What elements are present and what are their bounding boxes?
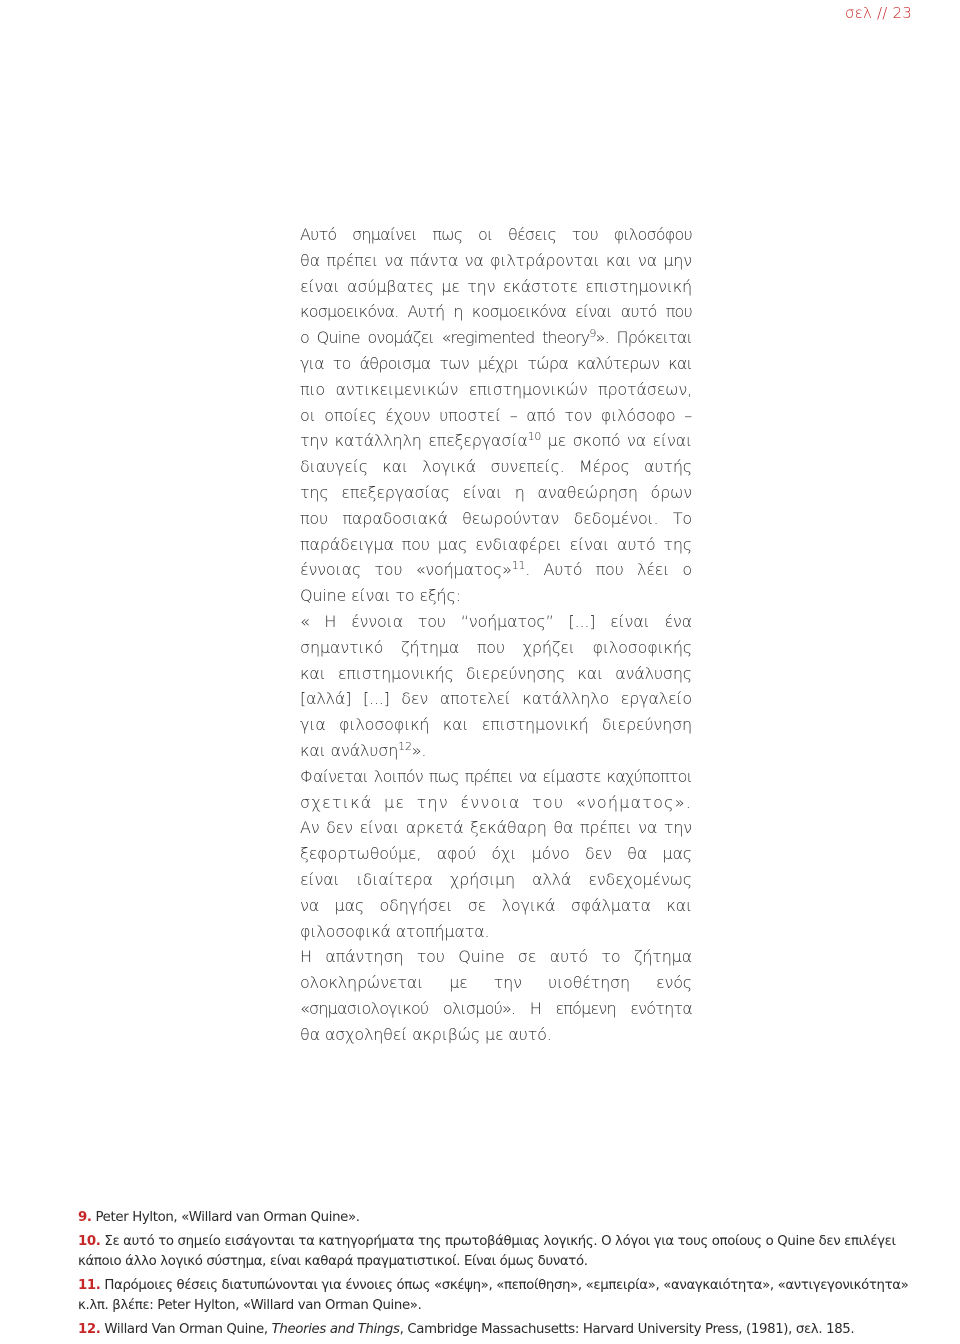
body-line: οι οποίες έχουν υποστεί – από τον φιλόσοφο –: [300, 405, 692, 425]
body-line: που παραδοσιακά θεωρούνταν δεδομένοι. Το: [300, 508, 692, 528]
body-line: Αυτό σημαίνει πως οι θέσεις του φιλοσόφου: [300, 225, 692, 244]
body-line: «σημασιολογικού ολισμού». Η επόμενη ενότητα: [300, 998, 692, 1018]
body-line: ξεφορτωθούμε, αφού όχι μόνο δεν θα μας: [300, 844, 692, 864]
body-line: Φαίνεται λοιπόν πως πρέπει να είμαστε καχύποπτοι: [300, 766, 692, 786]
body-line-part: ». Πρόκειται: [595, 328, 692, 348]
body-line: για το άθροισμα των μέχρι τώρα καλύτερων και: [300, 353, 692, 373]
body-line-part: την κατάλληλη επεξεργασία: [300, 431, 528, 451]
footnote-ref-9[interactable]: 9: [589, 327, 596, 341]
footnote-ref-11[interactable]: 11: [511, 559, 526, 573]
footnote-text: Σε αυτό το σημείο εισάγονται τα κατηγορήματα της πρωτοβάθμιας λογικής. Ο λόγοι για τους οποίους ο Quine δεν επιλέγει: [100, 1234, 896, 1249]
body-line-quote: για φιλοσοφική και επιστημονική διερεύνηση: [300, 715, 692, 735]
footnote-11: [78, 1276, 914, 1316]
footnote-line: [78, 1208, 914, 1228]
footnote-line: κ.λπ. βλέπε: Peter Hylton, «Willard van Orman Quine».: [78, 1298, 422, 1313]
body-line: διαυγείς και λογικά συνεπείς. Μέρος αυτής: [300, 457, 692, 477]
footnote-text: Willard Van Orman Quine,: [100, 1322, 272, 1337]
footnote-ref-12[interactable]: 12: [398, 739, 412, 753]
body-line: κοσμοεικόνα. Αυτή η κοσμοεικόνα είναι αυτό που: [300, 302, 692, 322]
body-line-quote: « Η έννοια του “νοήματος” [...] είναι ένα: [300, 611, 692, 631]
footnote-text: Peter Hylton, «Willard van Orman Quine».: [91, 1210, 360, 1225]
body-line: θα ασχοληθεί ακριβώς με αυτό.: [300, 1024, 552, 1044]
footnote-text: Παρόμοιες θέσεις διατυπώνονται για έννοιες όπως «σκέψη», «πεποίθηση», «εμπειρία», «αναγκαιότητα», «αντιγεγονικότητα»: [100, 1278, 909, 1293]
body-line-part: . Αυτό που λέει ο: [525, 560, 692, 580]
body-line: [300, 557, 692, 583]
footnote-line: κάποιο άλλο λογικό σύστημα, είναι καθαρά πραγματιστικοί. Είναι όμως δυνατό.: [78, 1254, 588, 1269]
main-body-text: [300, 222, 692, 1048]
body-line: Η απάντηση του Quine σε αυτό το ζήτημα: [300, 947, 692, 967]
body-line-part: ».: [411, 740, 427, 760]
body-line-part: έννοιας του «νοήματος»: [300, 560, 512, 580]
footnote-line: [78, 1320, 914, 1340]
body-line-quote: [300, 738, 692, 764]
body-line: παράδειγμα που μας ενδιαφέρει είναι αυτό της: [300, 534, 692, 554]
body-line: της επεξεργασίας είναι η αναθεώρηση όρων: [300, 482, 692, 502]
footnote-number: 9.: [78, 1210, 92, 1225]
body-line: φιλοσοφικά ατοπήματα.: [300, 921, 490, 941]
book-title: Theories and Things: [271, 1322, 400, 1337]
body-line-part: ο Quine ονομάζει «regimented theory: [300, 328, 590, 348]
body-line: πιο αντικειμενικών επιστημονικών προτάσεων,: [300, 379, 692, 399]
body-line: σχετικά με την έννοια του «νοήματος».: [300, 792, 692, 812]
body-line: Αν δεν είναι αρκετά ξεκάθαρη θα πρέπει να την: [300, 818, 692, 838]
footnote-number: 11.: [78, 1278, 101, 1293]
body-line: [300, 428, 692, 454]
page-number: σελ // 23: [844, 4, 912, 22]
footnote-text: , Cambridge Massachusetts: Harvard University Press, (1981), σελ. 185.: [399, 1322, 855, 1337]
footnote-line: [78, 1232, 914, 1252]
body-line-part: και ανάλυση: [300, 740, 399, 760]
footnote-ref-10[interactable]: 10: [527, 430, 542, 444]
footnotes: [78, 1208, 914, 1344]
body-line: [300, 325, 692, 351]
body-line-part: με σκοπό να είναι: [541, 431, 692, 451]
body-line-quote: [αλλά] [...] δεν αποτελεί κατάλληλο εργαλείο: [300, 689, 692, 709]
body-line: είναι ασύμβατες με την εκάστοτε επιστημονική: [300, 276, 692, 296]
body-line: ολοκληρώνεται με την υιοθέτηση ενός: [300, 973, 692, 993]
footnote-12: [78, 1320, 914, 1340]
footnote-number: 10.: [78, 1234, 101, 1249]
footnote-line: [78, 1276, 914, 1296]
body-line: είναι ιδιαίτερα χρήσιμη αλλά ενδεχομένως: [300, 869, 692, 889]
body-line: Quine είναι το εξής:: [300, 586, 461, 606]
body-line-quote: σημαντικό ζήτημα που χρήζει φιλοσοφικής: [300, 637, 692, 657]
footnote-number: 12.: [78, 1322, 101, 1337]
footnote-10: [78, 1232, 914, 1272]
footnote-9: [78, 1208, 914, 1228]
body-line: θα πρέπει να πάντα να φιλτράρονται και να μην: [300, 250, 692, 270]
body-line-quote: και επιστημονικής διερεύνησης και ανάλυσης: [300, 663, 692, 683]
body-line: να μας οδηγήσει σε λογικά σφάλματα και: [300, 895, 692, 915]
